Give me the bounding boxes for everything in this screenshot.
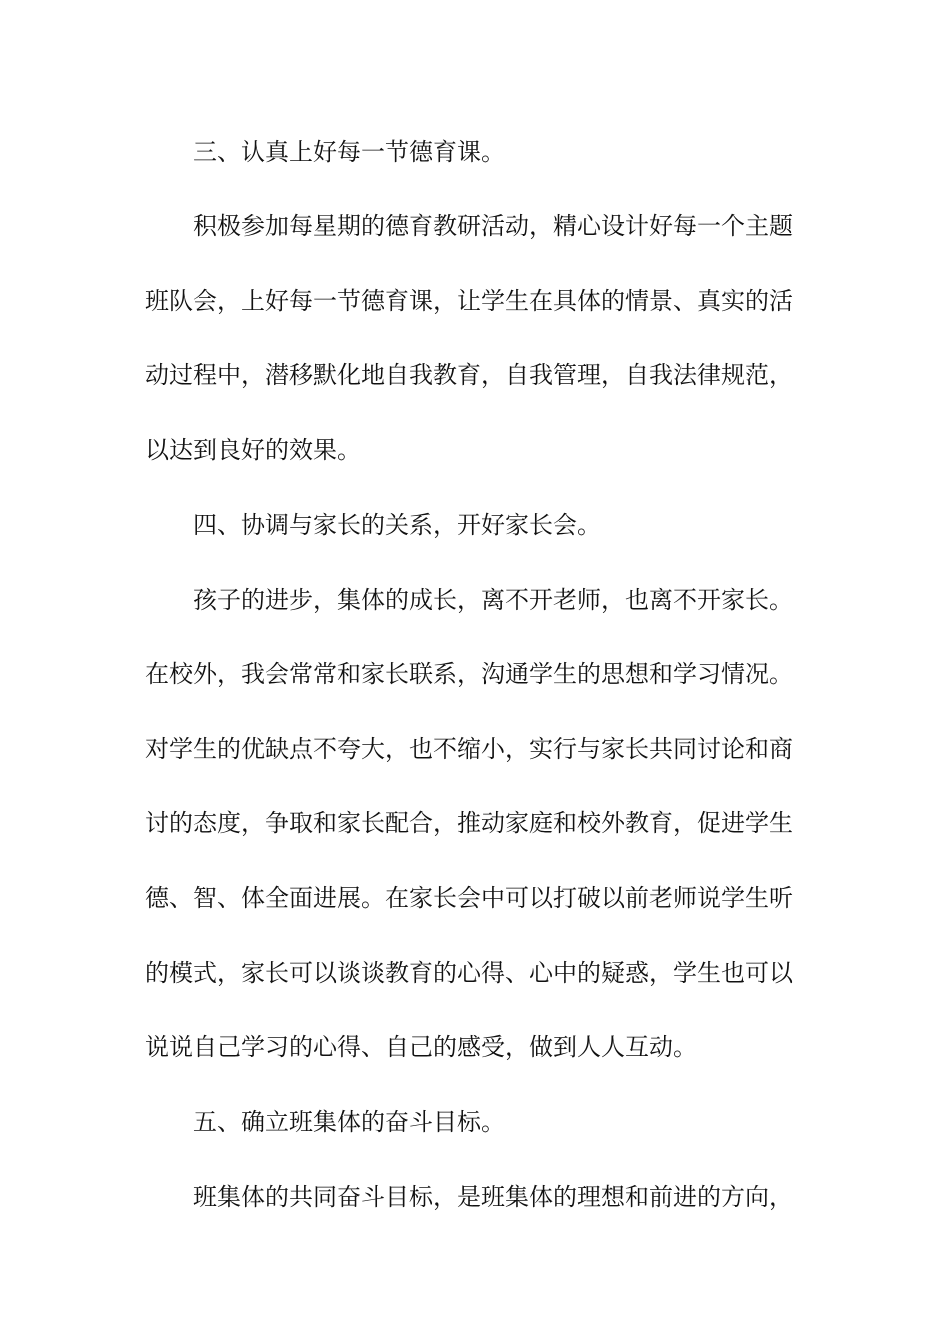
paragraph-line: 说说自己学习的心得、自己的感受，做到人人互动。 <box>145 1033 697 1061</box>
paragraph-line: 对学生的优缺点不夸大，也不缩小，实行与家长共同讨论和商 <box>145 735 793 763</box>
paragraph-line: 以达到良好的效果。 <box>145 436 361 464</box>
paragraph-line: 动过程中，潜移默化地自我教育，自我管理，自我法律规范， <box>145 361 793 389</box>
section-heading-5: 五、确立班集体的奋斗目标。 <box>193 1108 505 1136</box>
paragraph-line: 班队会，上好每一节德育课，让学生在具体的情景、真实的活 <box>145 287 793 315</box>
paragraph-line: 班集体的共同奋斗目标，是班集体的理想和前进的方向， <box>193 1183 793 1211</box>
paragraph-line: 的模式，家长可以谈谈教育的心得、心中的疑惑，学生也可以 <box>145 959 793 987</box>
paragraph-line: 讨的态度，争取和家长配合，推动家庭和校外教育，促进学生 <box>145 809 793 837</box>
paragraph-line: 孩子的进步，集体的成长，离不开老师，也离不开家长。 <box>193 586 793 614</box>
paragraph-line: 在校外，我会常常和家长联系，沟通学生的思想和学习情况。 <box>145 660 793 688</box>
section-heading-3: 三、认真上好每一节德育课。 <box>193 138 505 166</box>
paragraph-line: 德、智、体全面进展。在家长会中可以打破以前老师说学生听 <box>145 884 793 912</box>
section-heading-4: 四、协调与家长的关系，开好家长会。 <box>193 511 601 539</box>
paragraph-line: 积极参加每星期的德育教研活动，精心设计好每一个主题 <box>193 212 793 240</box>
